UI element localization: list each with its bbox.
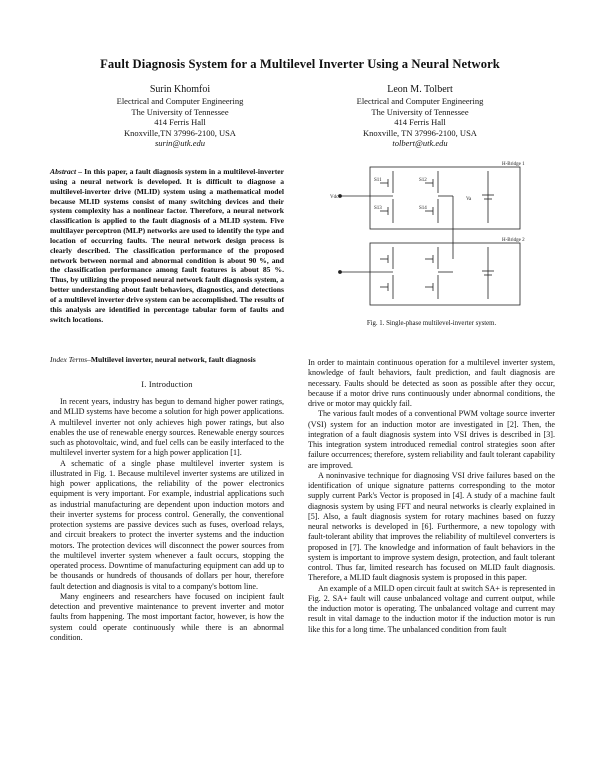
author-univ: The University of Tennessee bbox=[371, 106, 469, 117]
author-name: Leon M. Tolbert bbox=[387, 84, 453, 95]
h-bridge-2-box bbox=[370, 243, 520, 305]
author-city: Knoxville, TN 37996-2100, USA bbox=[363, 127, 477, 138]
author-email: surin@utk.edu bbox=[154, 138, 206, 149]
paragraph: A schematic of a single phase multilevel inverter system is illustrated in Fig. 1. Because multilevel inverter systems are utilized in high power applications, the reliability of the power electronics equipment is very important. For example, industrial applications such as industrial manufacturing are dependent upon induction motors and their inverter systems for process control. Generally, the conventional protection systems are passive devices such as fuses, overload relays, and circuit breakers to protect the inverter systems and the induction motors. The protection devices will disconnect the power sources from the multilevel inverter system whenever a fault occurs, stopping the operated process. Downtime of manufacturing equipment can add up to be thousands or hundreds of thousands of dollars per hour, therefore fault detection and diagnosis is vital to a company's bottom line. bbox=[50, 458, 284, 591]
figure-caption: Fig. 1. Single-phase multilevel-inverter system. bbox=[366, 320, 497, 327]
index-terms bbox=[50, 355, 284, 365]
switch-s11 bbox=[380, 171, 393, 193]
author-addr: 414 Ferris Hall bbox=[154, 117, 206, 128]
h-bridge-1-label: H-Bridge 1 bbox=[502, 162, 525, 167]
switch-s13 bbox=[380, 199, 393, 223]
author-city: Knoxville,TN 37996-2100, USA bbox=[124, 127, 236, 138]
author-dept: Electrical and Computer Engineering bbox=[116, 96, 244, 106]
h-bridge-2-label: H-Bridge 2 bbox=[502, 238, 525, 243]
index-terms-body: Multilevel inverter, neural network, fault diagnosis bbox=[90, 355, 256, 364]
switch-label: S11 bbox=[374, 178, 382, 183]
circuit-figure bbox=[318, 157, 544, 315]
author-univ: The University of Tennessee bbox=[131, 106, 229, 117]
author-block-2 bbox=[300, 84, 540, 149]
paragraph: An example of a MILD open circuit fault at switch SA+ is represented in Fig. 2. SA+ fault will cause unbalanced voltage and current output, while the induction motor is operating. The unbalanced voltage and current may result in vital damage to the induction motor if the induction motor is run like this for a long time. The unbalanced condition from fault bbox=[308, 583, 555, 634]
switch-bridge-2 bbox=[380, 247, 438, 299]
paragraph: The various fault modes of a conventional PWM voltage source inverter (VSI) system for an induction motor are investigated in [2]. Then, the integration of a fault diagnosis system into VSI drives is described in [3]. This integration system introduced remedial control strategies soon after failure occurrences; therefore, system reliability and fault tolerant capability are improved. bbox=[308, 409, 555, 470]
abstract bbox=[50, 167, 284, 325]
switch-label: S12 bbox=[419, 178, 427, 183]
switch-label: S13 bbox=[374, 206, 382, 211]
author-block-1 bbox=[60, 84, 300, 149]
right-column-text bbox=[308, 358, 555, 635]
paragraph: A noninvasive technique for diagnosing VSI drive failures based on the identification of unique signature patterns corresponding to the motor supply current Park's Vector is proposed in [4]. A study of a machine fault diagnosis system by using FFT and neural networks is clearly explained in [5]. Also, a fault diagnosis system for rotary machines based on fuzzy neural networks is developed in [6]. Furthermore, a new topology with fault-tolerant ability that improves the reliability of multilevel converters is proposed in [7]. The knowledge and information of fault behaviors in the system is important to improve system design, protection, and fault tolerant control. Thus far, limited research has focused on MLID fault diagnosis. Therefore, a MLID fault diagnosis system is proposed in this paper. bbox=[308, 470, 555, 583]
paper-title: Fault Diagnosis System for a Multilevel Inverter Using a Neural Network bbox=[100, 57, 500, 71]
author-email: tolbert@utk.edu bbox=[392, 138, 448, 149]
h-bridge-1-box bbox=[370, 167, 520, 229]
author-dept: Electrical and Computer Engineering bbox=[356, 96, 484, 106]
output-label: Vdc bbox=[330, 195, 339, 200]
paragraph: In recent years, industry has begun to demand higher power ratings, and MLID systems have become a solution for high power applications. A multilevel inverter not only achieves high power ratings, but also enables the use of renewable energy sources. Renewable energy sources such as photovoltaic, wind, and fuel cells can be easily interfaced to the multilevel inverter system for a high power application [1]. bbox=[50, 397, 284, 458]
switch-label: S14 bbox=[419, 206, 427, 211]
source-label: Va bbox=[466, 197, 472, 202]
intro-text bbox=[50, 397, 284, 643]
author-addr: 414 Ferris Hall bbox=[394, 117, 446, 128]
paragraph: In order to maintain continuous operation for a multilevel inverter system, knowledge of fault behaviors, fault prediction, and fault diagnosis are necessary. Faults should be detected as soon as possible after they occur, because if a motor drive runs continuously under abnormal conditions, the drive or motor may quickly fail. bbox=[308, 358, 555, 408]
switch-s12 bbox=[425, 171, 438, 193]
abstract-body: In this paper, a fault diagnosis system in a multilevel-inverter using a neural network is developed. It is difficult to diagnose a multilevel-inverter drive (MLID) system using a mathematical model because MLID systems consist of many switching devices and their system complexity has a nonlinear factor. Therefore, a neural network classification is applied to the fault diagnosis of a MLID system. Five multilayer perceptron (MLP) networks are used to identify the type and location of occurring faults. The neural network design process is clearly described. The classification performance of the proposed network between normal and abnormal condition is about 90 %, and the classification performance among fault features is about 85 %. Thus, by utilizing the proposed neural network fault diagnosis system, a better understanding about fault behaviors, diagnostics, and detections of a multilevel inverter drive system can be accomplished. The results of this analysis are identified in percentage tabular form of faults and switch locations. bbox=[50, 167, 284, 324]
switch-s14 bbox=[425, 199, 438, 223]
author-name: Surin Khomfoi bbox=[149, 84, 211, 95]
index-terms-lead: Index Terms– bbox=[50, 355, 91, 364]
paragraph: Many engineers and researchers have focused on incipient fault detection and preventive maintenance to prevent inverter and motor faults from happening. The most important factor, however, is how the system could operate continuously while there is an abnormal condition. bbox=[50, 591, 284, 642]
section-heading: I. Introduction bbox=[141, 380, 193, 389]
abstract-lead: Abstract – bbox=[50, 167, 83, 176]
